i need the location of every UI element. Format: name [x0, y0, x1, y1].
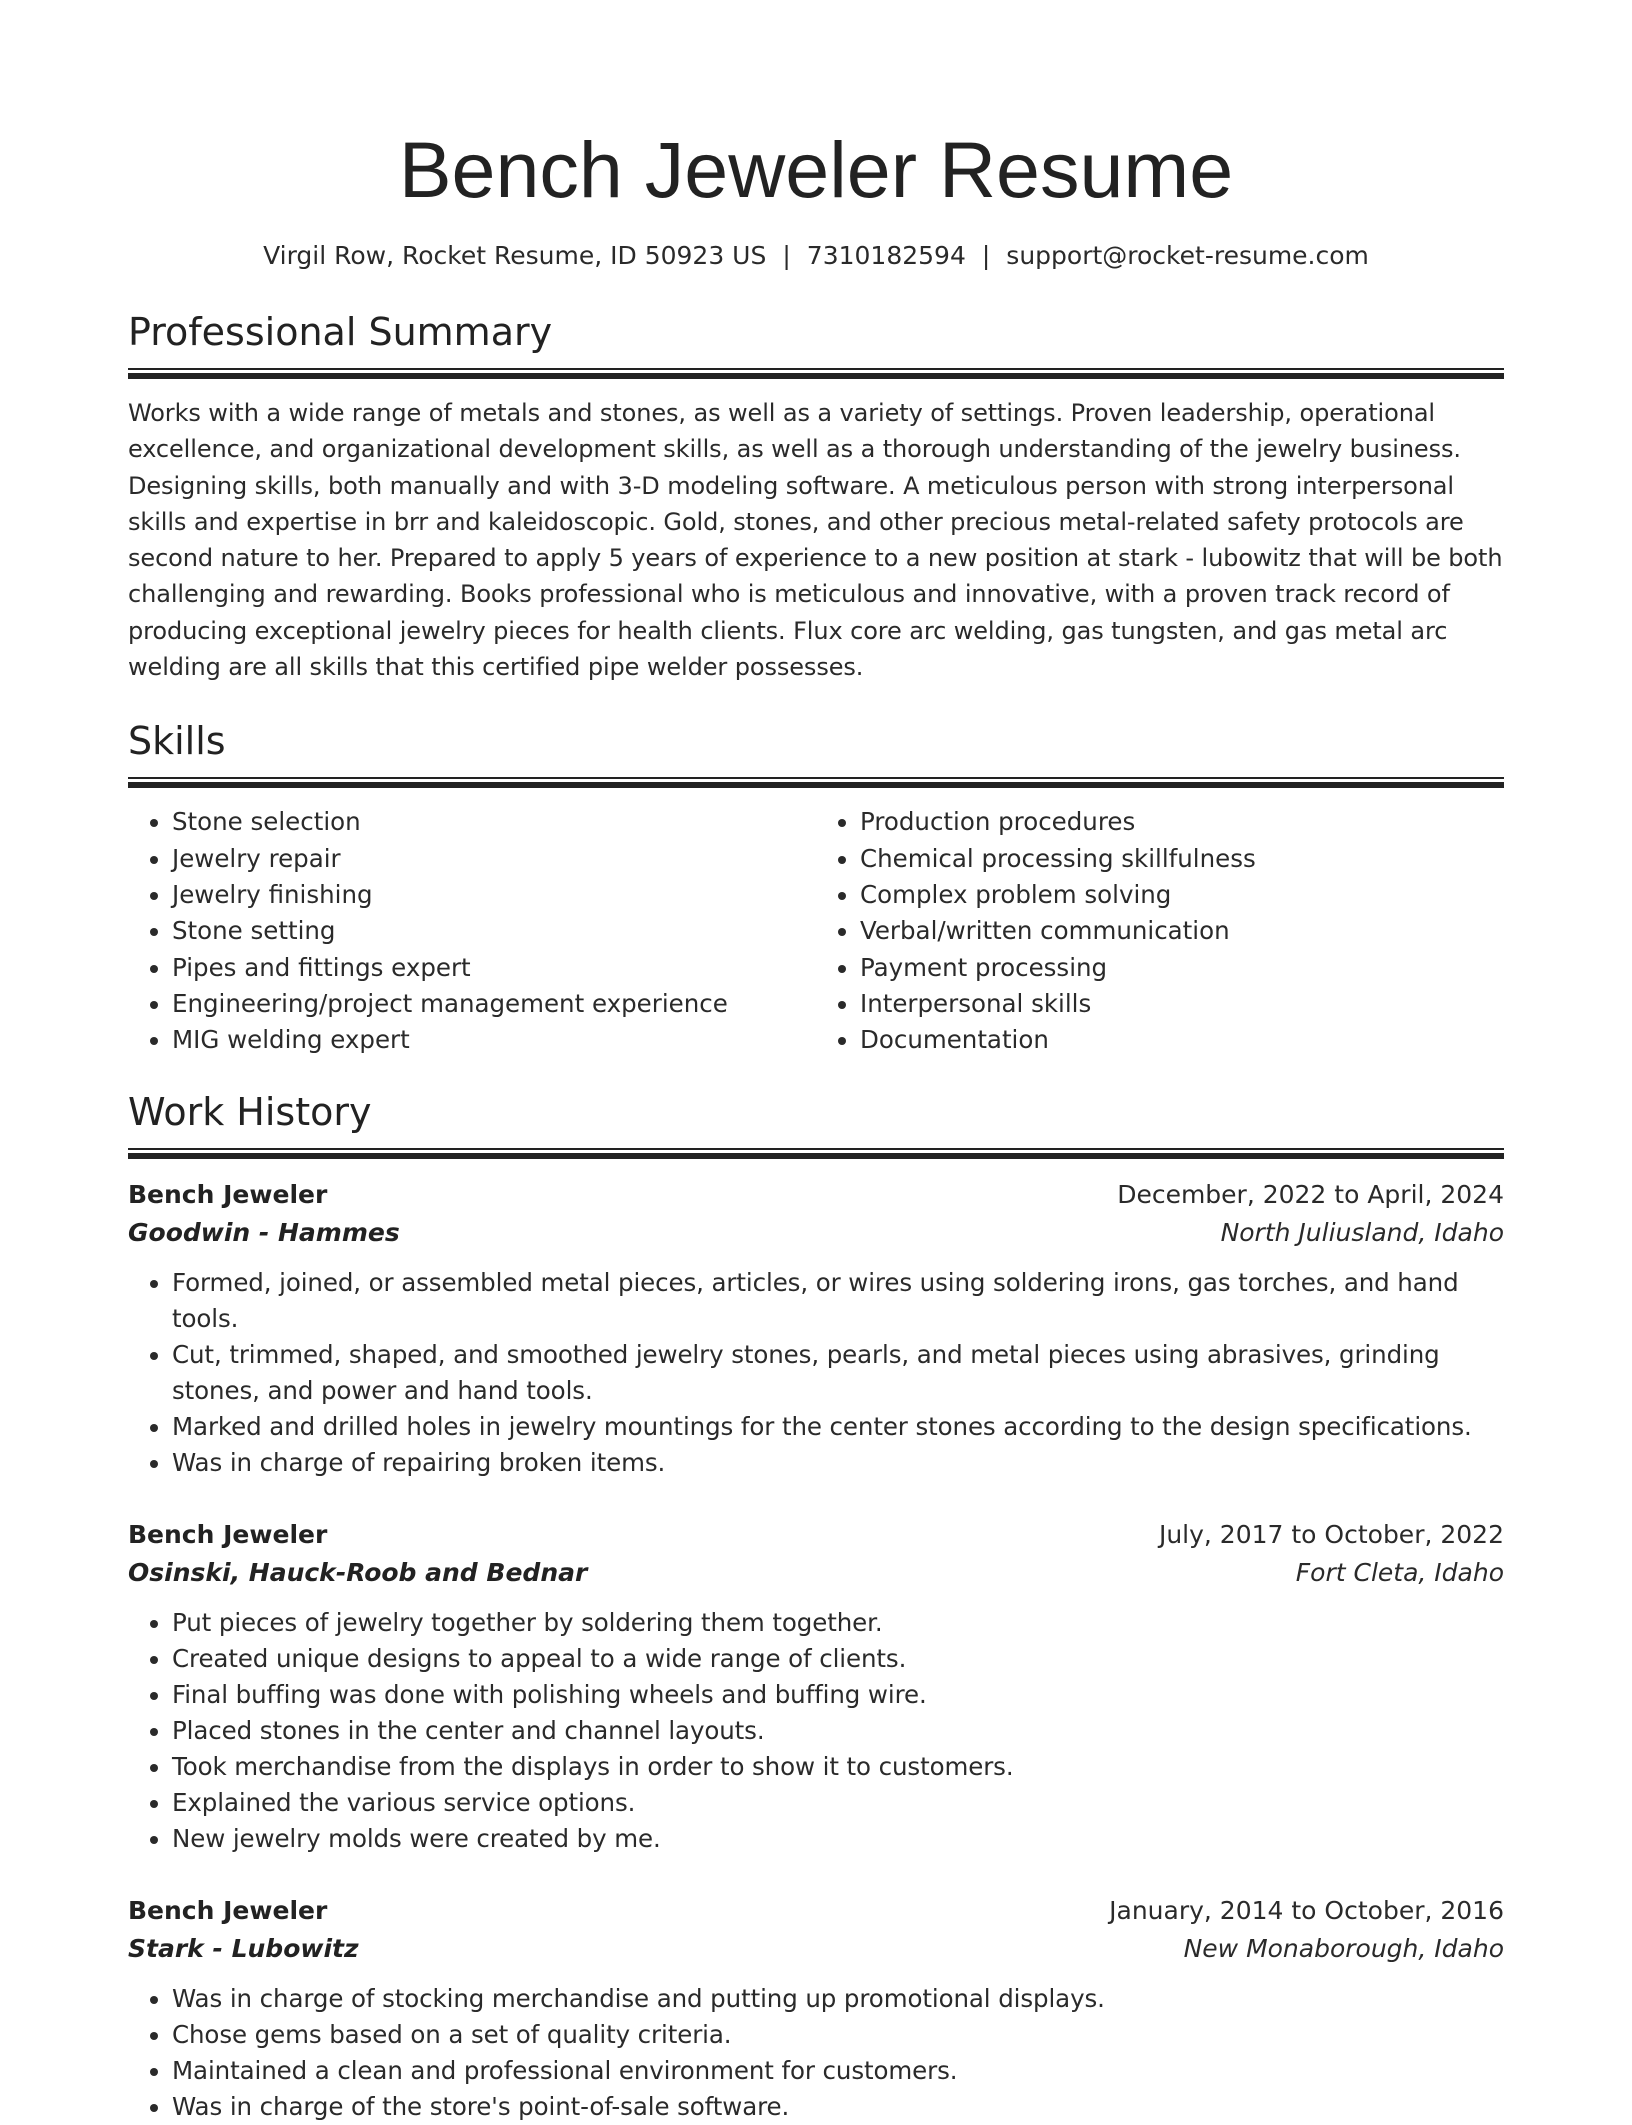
- job-duty-item: • Formed, joined, or assembled metal pieces, articles, or wires using soldering irons, gas torches, and hand tools.: [172, 1265, 1504, 1337]
- job-company-row: [128, 1213, 1504, 1253]
- section-heading-summary: Professional Summary: [128, 310, 553, 354]
- contact-email[interactable]: support@rocket-resume.com: [1006, 241, 1369, 270]
- skills-list-left: [128, 804, 816, 1058]
- job-duties-list: [128, 1605, 1504, 1857]
- job-location: North Juliusland, Idaho: [1220, 1218, 1504, 1248]
- skill-item: • Jewelry repair: [172, 841, 816, 877]
- job-duty-item: • Cut, trimmed, shaped, and smoothed jewelry stones, pearls, and metal pieces using abrasives, grinding stones, and power and hand tools.: [172, 1337, 1504, 1409]
- job-header-row: [128, 1177, 1504, 1213]
- contact-address: Virgil Row, Rocket Resume, ID 50923 US: [263, 241, 767, 270]
- skill-item: • Chemical processing skillfulness: [860, 841, 1504, 877]
- skill-item: • Payment processing: [860, 950, 1504, 986]
- section-divider: [128, 368, 1504, 379]
- job-company: Stark - Lubowitz: [128, 1934, 359, 1964]
- professional-summary-section: [128, 308, 1504, 685]
- job-dates: July, 2017 to October, 2022: [1158, 1520, 1504, 1550]
- skill-item: • Stone selection: [172, 804, 816, 840]
- skills-section: [128, 717, 1504, 1058]
- work-history-section: [128, 1088, 1504, 2125]
- job-title: Bench Jeweler: [128, 1896, 328, 1926]
- resume-title: Bench Jeweler Resume: [398, 125, 1234, 214]
- job-duty-item: • Put pieces of jewelry together by soldering them together.: [172, 1605, 1504, 1641]
- job-header-row: [128, 1893, 1504, 1929]
- contact-line: [128, 240, 1504, 272]
- job-duty-item: • Was in charge of stocking merchandise and putting up promotional displays.: [172, 1981, 1504, 2017]
- job-duties-list: [128, 1265, 1504, 1481]
- job-title: Bench Jeweler: [128, 1180, 328, 1210]
- job-entry: [128, 1177, 1504, 1481]
- section-divider: [128, 1148, 1504, 1159]
- job-company-row: [128, 1929, 1504, 1969]
- contact-phone: 7310182594: [806, 241, 966, 270]
- contact-separator: |: [981, 241, 991, 270]
- section-heading-work: Work History: [128, 1090, 372, 1135]
- job-duty-item: • New jewelry molds were created by me.: [172, 1821, 1504, 1857]
- skill-item: • Verbal/written communication: [860, 913, 1504, 949]
- job-duty-item: • Created unique designs to appeal to a wide range of clients.: [172, 1641, 1504, 1677]
- job-location: New Monaborough, Idaho: [1183, 1934, 1504, 1964]
- job-duty-item: • Final buffing was done with polishing wheels and buffing wire.: [172, 1677, 1504, 1713]
- job-duty-item: • Marked and drilled holes in jewelry mountings for the center stones according to the design specifications.: [172, 1409, 1504, 1445]
- skill-item: • Interpersonal skills: [860, 986, 1504, 1022]
- job-duty-item: • Took merchandise from the displays in order to show it to customers.: [172, 1749, 1504, 1785]
- job-duty-item: • Was in charge of the store's point-of-sale software.: [172, 2089, 1504, 2125]
- job-duty-item: • Chose gems based on a set of quality criteria.: [172, 2017, 1504, 2053]
- job-dates: January, 2014 to October, 2016: [1109, 1896, 1504, 1926]
- skill-item: • Jewelry finishing: [172, 877, 816, 913]
- skill-item: • MIG welding expert: [172, 1022, 816, 1058]
- job-entry: [128, 1517, 1504, 1857]
- skill-item: • Production procedures: [860, 804, 1504, 840]
- skill-item: • Pipes and fittings expert: [172, 950, 816, 986]
- job-title: Bench Jeweler: [128, 1520, 328, 1550]
- job-location: Fort Cleta, Idaho: [1295, 1558, 1504, 1588]
- job-duty-item: • Maintained a clean and professional environment for customers.: [172, 2053, 1504, 2089]
- skills-list-right: [816, 804, 1504, 1058]
- job-company-row: [128, 1553, 1504, 1593]
- skill-item: • Documentation: [860, 1022, 1504, 1058]
- section-heading-skills: Skills: [128, 719, 226, 764]
- skills-grid: [128, 804, 1504, 1058]
- job-duties-list: [128, 1981, 1504, 2125]
- summary-text: Works with a wide range of metals and stones, as well as a variety of settings. Proven leadership, operational excellence, and organizational development skills, as well as a thorough understanding of the jewelry business. Designing skills, both manually and with 3-D modeling software. A meticulous person with strong interpersonal skills and expertise in brr and kaleidoscopic. Gold, stones, and other precious metal-related safety protocols are second nature to her. Prepared to apply 5 years of experience to a new position at stark - lubowitz that will be both challenging and rewarding. Books professional who is meticulous and innovative, with a proven track record of producing exceptional jewelry pieces for health clients. Flux core arc welding, gas tungsten, and gas metal arc welding are all skills that this certified pipe welder possesses.: [128, 399, 1503, 682]
- skill-item: • Complex problem solving: [860, 877, 1504, 913]
- job-duty-item: • Was in charge of repairing broken items.: [172, 1445, 1504, 1481]
- job-company: Osinski, Hauck-Roob and Bednar: [128, 1558, 588, 1588]
- skill-item: • Stone setting: [172, 913, 816, 949]
- job-duty-item: • Explained the various service options.: [172, 1785, 1504, 1821]
- job-entry: [128, 1893, 1504, 2125]
- contact-separator: |: [782, 241, 791, 270]
- skill-item: • Engineering/project management experience: [172, 986, 816, 1022]
- job-company: Goodwin - Hammes: [128, 1218, 400, 1248]
- job-duty-item: • Placed stones in the center and channel layouts.: [172, 1713, 1504, 1749]
- job-header-row: [128, 1517, 1504, 1553]
- job-dates: December, 2022 to April, 2024: [1117, 1180, 1504, 1210]
- section-divider: [128, 777, 1504, 788]
